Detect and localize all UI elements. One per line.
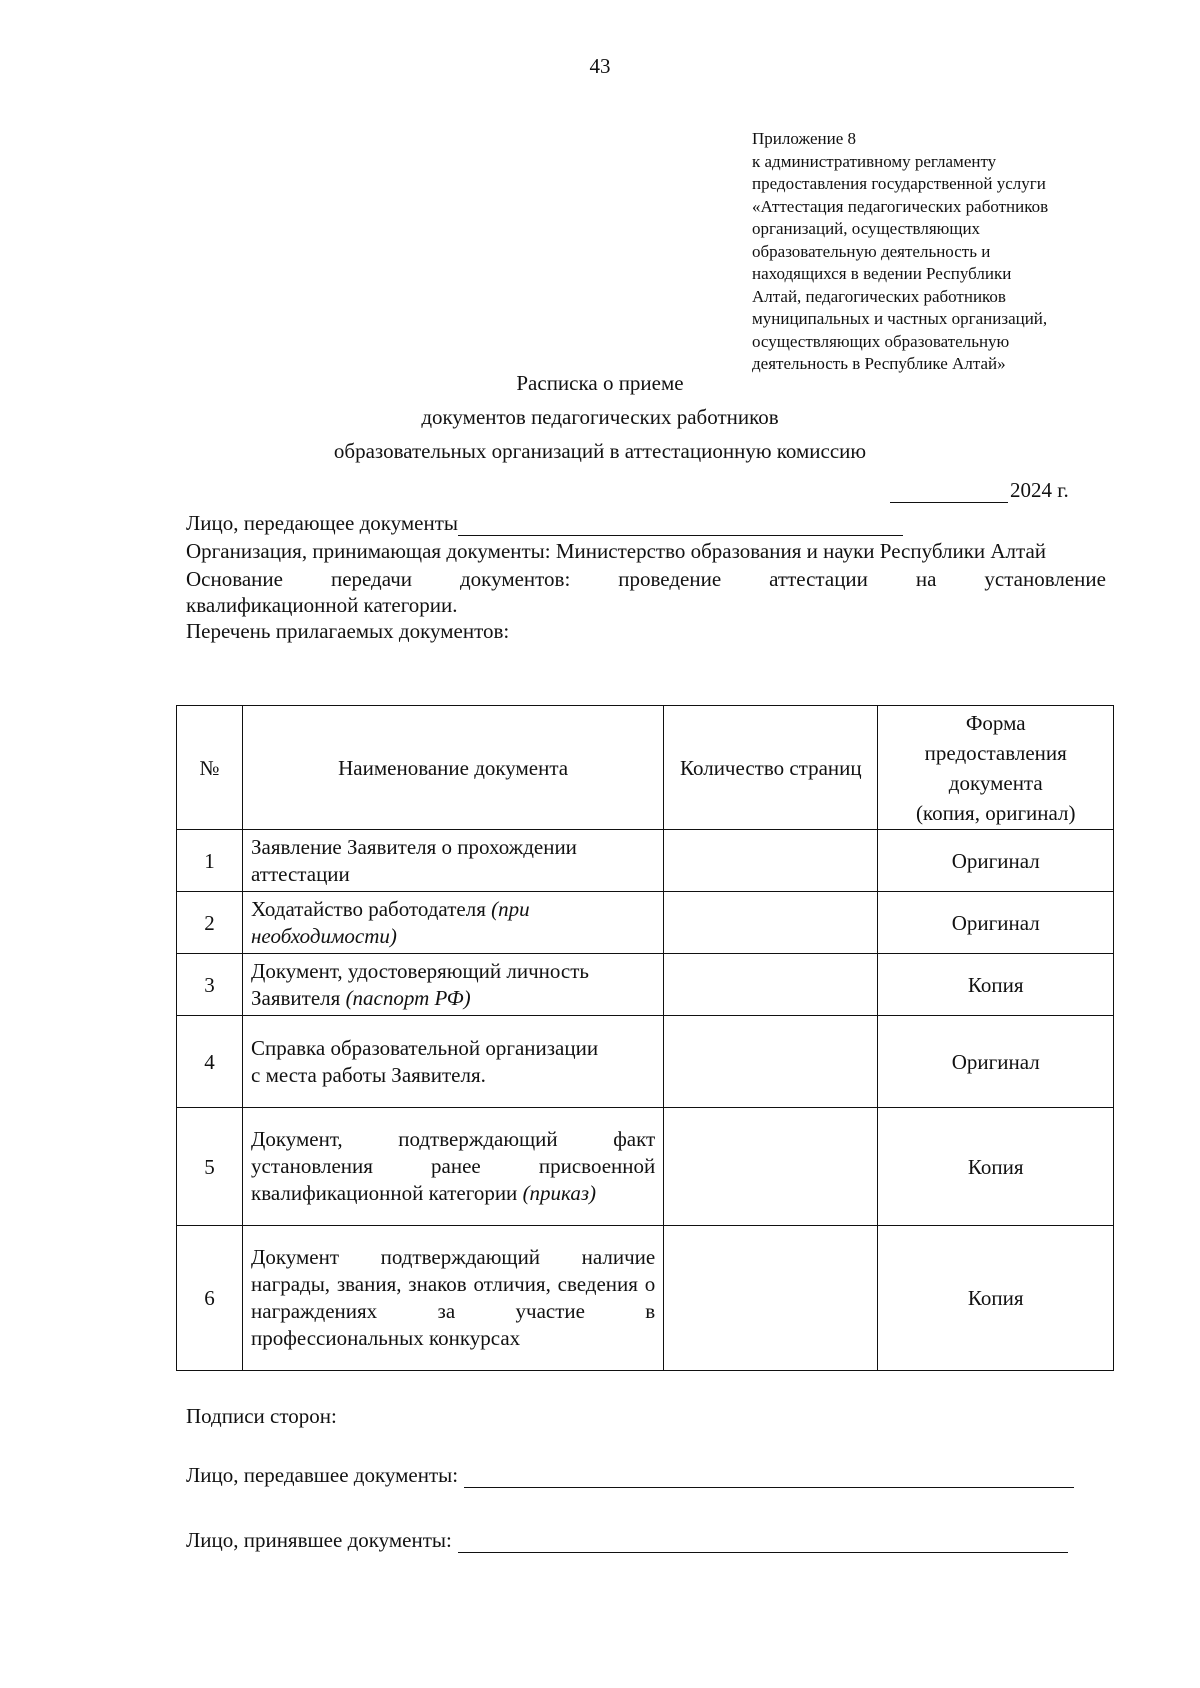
row-name-text: Документ, подтверждающий факт установления ранее присвоенной квалификационной категории bbox=[251, 1127, 656, 1205]
basis-word: документов: bbox=[460, 567, 571, 591]
header-form-line: документа bbox=[948, 770, 1043, 795]
row-num: 6 bbox=[177, 1226, 243, 1371]
transferor-field bbox=[186, 510, 1106, 536]
header-pages: Количество страниц bbox=[664, 706, 878, 830]
signatures-title: Подписи сторон: bbox=[186, 1404, 337, 1428]
row-name bbox=[243, 1108, 664, 1226]
row-pages[interactable] bbox=[664, 830, 878, 892]
appendix-line: Приложение 8 bbox=[752, 129, 856, 148]
appendix-line: к административному регламенту bbox=[752, 151, 997, 171]
title-line-3: образовательных организаций в аттестационную комиссию bbox=[333, 439, 867, 463]
signature-transferred bbox=[186, 1463, 1074, 1488]
header-form-line: предоставления bbox=[924, 740, 1067, 765]
document-body bbox=[186, 510, 1106, 644]
row-form: Оригинал bbox=[878, 830, 1114, 892]
documents-table bbox=[176, 705, 1114, 1371]
date-year: 2024 г. bbox=[1010, 478, 1069, 502]
attachments-label: Перечень прилагаемых документов: bbox=[186, 619, 510, 643]
appendix-line: муниципальных и частных организаций, bbox=[752, 309, 1048, 328]
signature-transferred-blank[interactable] bbox=[464, 1467, 1074, 1488]
row-num: 2 bbox=[177, 892, 243, 954]
appendix-line: осуществляющих образовательную bbox=[752, 331, 1010, 351]
basis-word: аттестации bbox=[769, 567, 868, 591]
header-form-line: (копия, оригинал) bbox=[915, 800, 1076, 825]
appendix-line: деятельность в Республике Алтай» bbox=[752, 354, 1006, 373]
basis-word: на bbox=[915, 567, 937, 591]
organization-field: Организация, принимающая документы: Министерство образования и науки Республики Алтай bbox=[186, 539, 1047, 563]
row-pages[interactable] bbox=[664, 1016, 878, 1108]
signature-accepted-label: Лицо, принявшее документы: bbox=[186, 1528, 452, 1552]
row-form: Оригинал bbox=[878, 1016, 1114, 1108]
header-form-line: Форма bbox=[965, 710, 1026, 735]
basis-word: передачи bbox=[330, 567, 413, 591]
basis-continuation: квалификационной категории. bbox=[186, 593, 458, 617]
table-row bbox=[177, 830, 1114, 892]
basis-word: установление bbox=[984, 567, 1106, 591]
row-pages[interactable] bbox=[664, 1108, 878, 1226]
row-name-note: (при необходимости) bbox=[251, 896, 530, 948]
row-name-text: Заявление Заявителя о прохождении аттестации bbox=[251, 834, 577, 886]
basis-field bbox=[186, 566, 1106, 592]
appendix-line: организаций, осуществляющих bbox=[752, 219, 981, 238]
transferor-blank[interactable] bbox=[458, 515, 903, 536]
date-blank[interactable] bbox=[890, 482, 1008, 503]
row-name bbox=[243, 1226, 664, 1371]
row-name-text: Документ, удостоверяющий личность Заявителя bbox=[251, 958, 589, 1010]
appendix-note bbox=[752, 128, 1172, 376]
basis-word: Основание bbox=[186, 567, 283, 591]
row-name bbox=[243, 830, 664, 892]
table-header-row bbox=[177, 706, 1114, 830]
appendix-line: «Аттестация педагогических работников bbox=[752, 196, 1049, 216]
row-name bbox=[243, 892, 664, 954]
signature-accepted bbox=[186, 1528, 1068, 1553]
row-name bbox=[243, 1016, 664, 1108]
header-name: Наименование документа bbox=[243, 706, 664, 830]
table-row bbox=[177, 892, 1114, 954]
basis-word: проведение bbox=[618, 567, 722, 591]
date-line bbox=[890, 478, 1069, 503]
title-line-1: Расписка о приеме bbox=[516, 371, 684, 395]
row-name-text: Документ подтверждающий наличие награды, звания, знаков отличия, сведения о награждениях за участие в профессиональных конкурсах bbox=[251, 1245, 656, 1350]
row-form: Оригинал bbox=[878, 892, 1114, 954]
appendix-line: предоставления государственной услуги bbox=[752, 174, 1046, 193]
appendix-line: находящихся в ведении Республики bbox=[752, 264, 1012, 283]
row-num: 1 bbox=[177, 830, 243, 892]
row-form: Копия bbox=[878, 1108, 1114, 1226]
page-number: 43 bbox=[589, 54, 611, 78]
row-name-text: Справка образовательной организации с места работы Заявителя. bbox=[251, 1035, 599, 1087]
row-name-text: Ходатайство работодателя bbox=[251, 896, 486, 921]
table-row bbox=[177, 1016, 1114, 1108]
row-name-note: (паспорт РФ) bbox=[345, 985, 471, 1010]
document-title bbox=[0, 371, 1200, 479]
header-form bbox=[878, 706, 1114, 830]
row-num: 3 bbox=[177, 954, 243, 1016]
table-row bbox=[177, 954, 1114, 1016]
transferor-label: Лицо, передающее документы bbox=[186, 511, 459, 535]
row-num: 4 bbox=[177, 1016, 243, 1108]
signature-accepted-blank[interactable] bbox=[458, 1532, 1068, 1553]
table-row bbox=[177, 1108, 1114, 1226]
row-name bbox=[243, 954, 664, 1016]
row-pages[interactable] bbox=[664, 1226, 878, 1371]
header-num: № bbox=[177, 706, 243, 830]
row-name-note: (приказ) bbox=[522, 1181, 597, 1205]
appendix-line: образовательную деятельность и bbox=[752, 241, 991, 261]
row-form: Копия bbox=[878, 1226, 1114, 1371]
row-pages[interactable] bbox=[664, 954, 878, 1016]
title-line-2: документов педагогических работников bbox=[421, 405, 779, 429]
row-num: 5 bbox=[177, 1108, 243, 1226]
row-form: Копия bbox=[878, 954, 1114, 1016]
appendix-line: Алтай, педагогических работников bbox=[752, 286, 1006, 306]
signature-transferred-label: Лицо, передавшее документы: bbox=[186, 1463, 459, 1487]
row-pages[interactable] bbox=[664, 892, 878, 954]
table-row bbox=[177, 1226, 1114, 1371]
